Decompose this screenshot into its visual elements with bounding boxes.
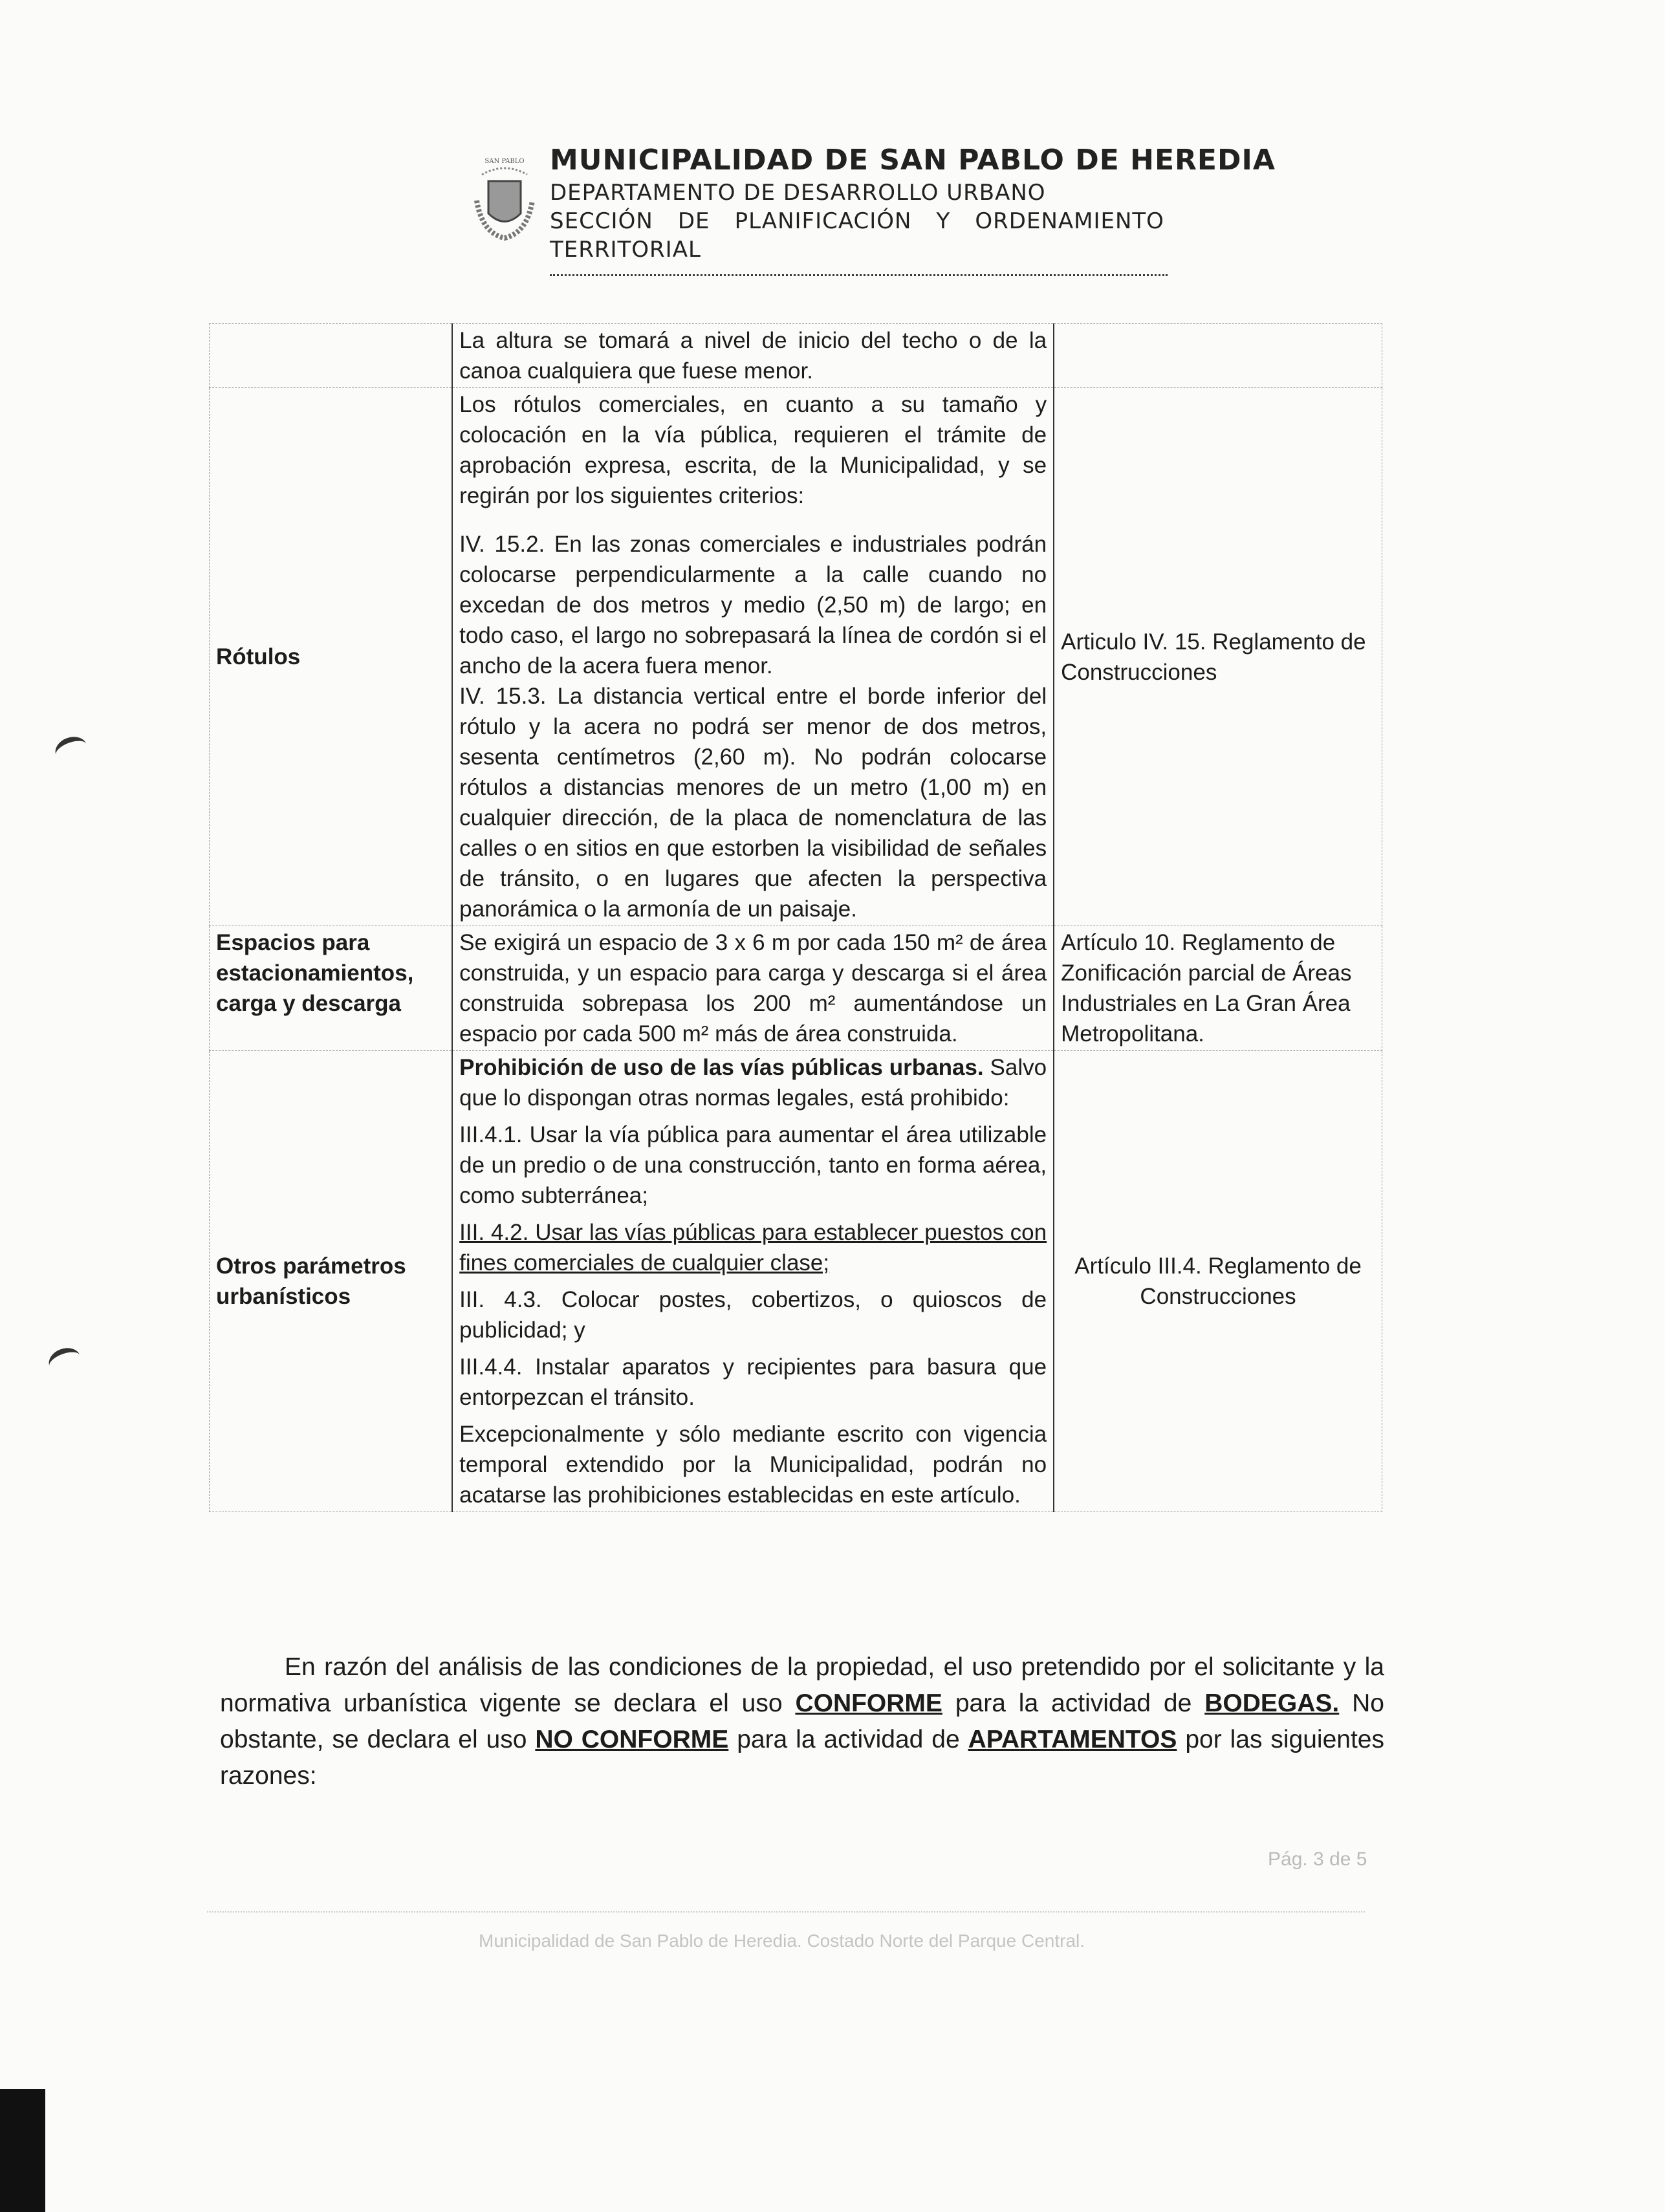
urban-parameters-table — [209, 323, 1382, 1512]
punch-hole-mark — [52, 733, 91, 767]
param-cell: Espacios para estacionamientos, carga y descarga — [210, 926, 453, 1051]
section-word: Y — [936, 208, 951, 234]
apartamentos-label: APARTAMENTOS — [968, 1726, 1177, 1753]
ref-cell: Artículo 10. Reglamento de Zonificación parcial de Áreas Industriales en La Gran Área Metropolitana. — [1054, 926, 1382, 1051]
param-cell: Rótulos — [210, 388, 453, 926]
text-span: Salvo que lo dispongan otras normas legales, está prohibido: — [459, 1055, 1047, 1111]
footer-address: Municipalidad de San Pablo de Heredia. Costado Norte del Parque Central. — [479, 1931, 1085, 1951]
text-paragraph: III.4.4. Instalar aparatos y recipientes para basura que entorpezcan el tránsito. — [459, 1354, 1047, 1410]
header-title: MUNICIPALIDAD DE SAN PABLO DE HEREDIA — [550, 144, 1276, 177]
table-row — [210, 926, 1382, 1051]
param-cell: Otros parámetros urbanísticos — [210, 1051, 453, 1512]
table-row — [210, 388, 1382, 926]
no-conforme-label: NO CONFORME — [535, 1726, 729, 1753]
text-cell — [452, 926, 1054, 1051]
scan-edge-shadow — [0, 2089, 45, 2212]
ref-cell: Articulo IV. 15. Reglamento de Construcciones — [1054, 388, 1382, 926]
text-cell — [452, 324, 1054, 388]
text-paragraph: Se exigirá un espacio de 3 x 6 m por cada 150 m² de área construida, y un espacio para carga y descarga si el área construida sobrepasa los 200 m² aumentándose un espacio por cada 500 m² más de área construida. — [459, 930, 1047, 1046]
section-word: ORDENAMIENTO — [975, 208, 1164, 234]
text-span: En razón del análisis de las condiciones de la propiedad, el uso pretendido por el solicitante y la normativa urbanística vigente se declara el uso — [220, 1653, 1384, 1717]
bodegas-label: BODEGAS. — [1204, 1689, 1340, 1717]
bold-heading: Prohibición de uso de las vías públicas urbanas. — [459, 1055, 984, 1080]
text-paragraph: III.4.1. Usar la vía pública para aumentar el área utilizable de un predio o de una construcción, tanto en forma aérea, como subterránea; — [459, 1122, 1047, 1208]
text-paragraph: III. 4.2. Usar las vías públicas para establecer puestos con fines comerciales de cualquier clase; — [459, 1220, 1047, 1275]
text-span: para la actividad de — [737, 1726, 960, 1753]
municipal-seal-logo — [469, 155, 540, 252]
section-word: DE — [677, 208, 710, 234]
param-cell — [210, 324, 453, 388]
footer-divider — [207, 1911, 1365, 1913]
header-section-end: TERRITORIAL — [550, 237, 701, 263]
section-word: SECCIÓN — [550, 208, 653, 234]
text-cell — [452, 1051, 1054, 1512]
text-paragraph: La altura se tomará a nivel de inicio del techo o de la canoa cualquiera que fuese menor. — [459, 328, 1047, 384]
text-paragraph: Excepcionalmente y sólo mediante escrito con vigencia temporal extendido por la Municipalidad, podrán no acatarse las prohibiciones establecidas en este artículo. — [459, 1422, 1047, 1508]
table-row — [210, 324, 1382, 388]
section-word: PLANIFICACIÓN — [734, 208, 912, 234]
text-span: No obstante, se declara el uso — [220, 1689, 1384, 1753]
text-span: para la actividad de — [955, 1689, 1192, 1717]
text-span: por las siguientes razones: — [220, 1726, 1384, 1790]
conclusion-paragraph — [220, 1649, 1384, 1794]
conforme-label: CONFORME — [795, 1689, 942, 1717]
ref-cell: Artículo III.4. Reglamento de Construcciones — [1054, 1051, 1382, 1512]
header-section — [550, 208, 1164, 234]
text-paragraph: IV. 15.2. En las zonas comerciales e industriales podrán colocarse perpendicularmente a la calle cuando no excedan de dos metros y medio (2,50 m) de largo; en todo caso, el largo no sobrepasará la línea de cordón si el ancho de la acera fuera menor. — [459, 532, 1047, 678]
text-paragraph — [459, 1052, 1047, 1113]
text-paragraph: III. 4.3. Colocar postes, cobertizos, o quioscos de publicidad; y — [459, 1287, 1047, 1343]
svg-text:SAN PABLO: SAN PABLO — [484, 158, 525, 165]
header-divider — [550, 274, 1168, 279]
punch-hole-mark — [45, 1344, 84, 1378]
table-row — [210, 1051, 1382, 1512]
text-paragraph: IV. 15.3. La distancia vertical entre el borde inferior del rótulo y la acera no podrá ser menor de dos metros, sesenta centímetros (2,60 m). No podrán colocarse rótulos a distancias menores de un metro (1,00 m) en cualquier dirección, de la placa de nomenclatura de las calles o en sitios en que estorben la visibilidad de señales de tránsito, o en lugares que afecten la perspectiva panorámica o la armonía de un paisaje. — [459, 684, 1047, 922]
text-paragraph: Los rótulos comerciales, en cuanto a su tamaño y colocación en la vía pública, requieren el trámite de aprobación expresa, escrita, de la Municipalidad, y se regirán por los siguientes criterios: — [459, 392, 1047, 508]
ref-cell — [1054, 324, 1382, 388]
page-number: Pág. 3 de 5 — [1268, 1849, 1367, 1870]
text-cell — [452, 388, 1054, 926]
header-department: DEPARTAMENTO DE DESARROLLO URBANO — [550, 180, 1046, 206]
